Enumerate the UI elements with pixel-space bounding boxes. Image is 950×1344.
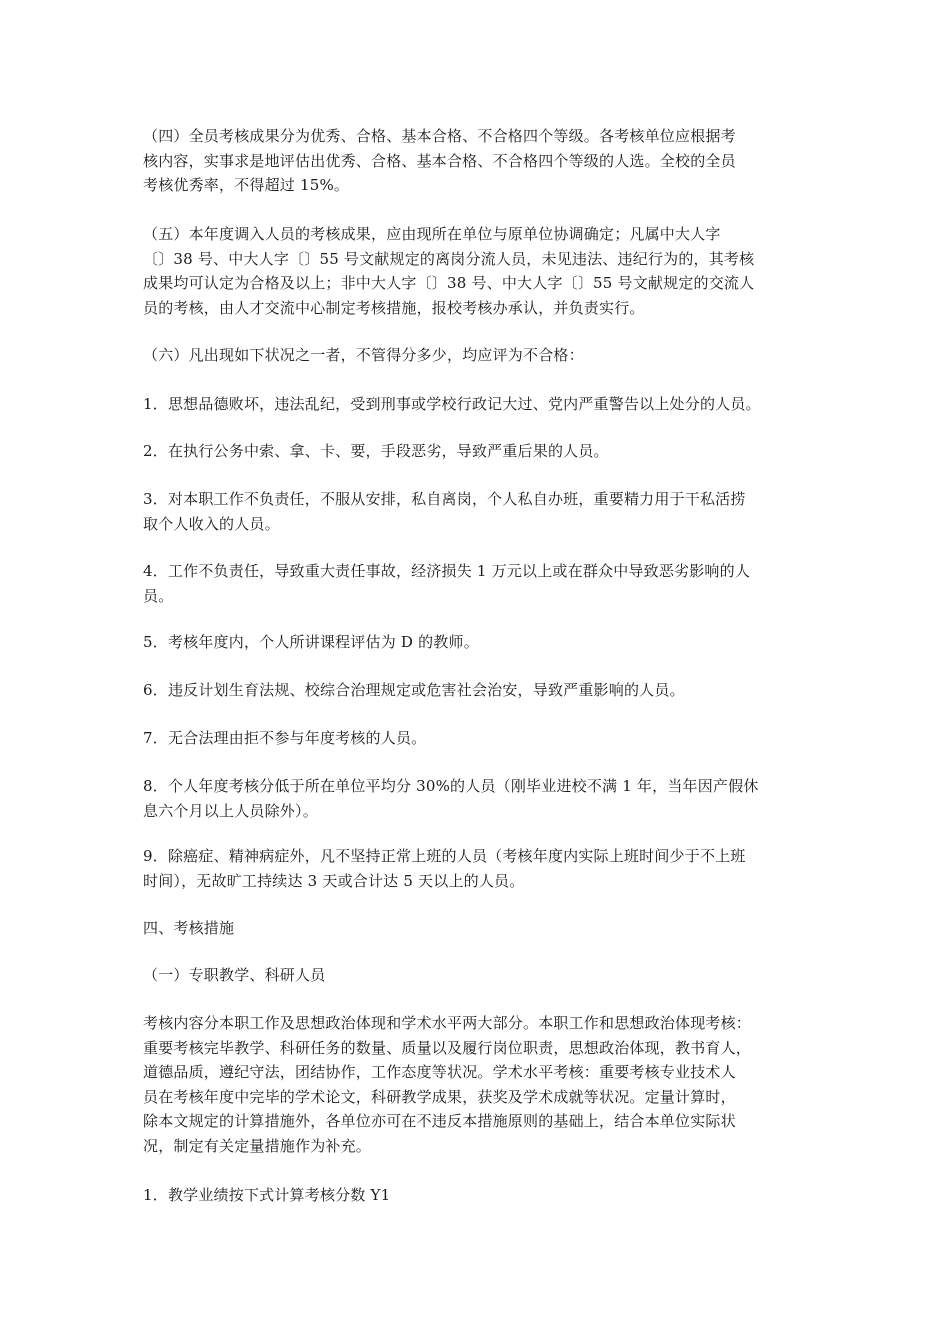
paragraph-unqualified-intro: （六）凡出现如下状况之一者，不管得分多少，均应评为不合格： [143, 346, 584, 364]
list-item-3: 3．对本职工作不负责任，不服从安排，私自离岗，个人私自办班，重要精力用于干私活捞 取个人收入的人员。 [143, 490, 746, 533]
section-heading-assessment: 四、考核措施 [143, 919, 235, 937]
paragraph-transferred-staff: （五）本年度调入人员的考核成果，应由现所在单位与原单位协调确定；凡属中大人字 〔〕38 号、中大人字〔〕55 号文献规定的离岗分流人员，未见违法、违纪行为的，其考核 成果均可认定为合格及以上；非中大人字〔〕38 号、中大人字〔〕55 号文献规定的交流人 员的考核，由人才交流中心制定考核措施，报校考核办承认，并负责实行。 [143, 225, 755, 317]
list-item-4: 4．工作不负责任，导致重大责任事故，经济损失 1 万元以上或在群众中导致恶劣影响的人 员。 [143, 562, 751, 605]
list-item-6: 6．违反计划生育法规、校综合治理规定或危害社会治安，导致严重影响的人员。 [143, 681, 685, 699]
paragraph-assessment-content: 考核内容分本职工作及思想政治体现和学术水平两大部分。本职工作和思想政治体现考核： 重要考核完毕教学、科研任务的数量、质量以及履行岗位职责，思想政治体现，教书育人， 道德品质，遵纪守法，团结协作，工作态度等状况。学术水平考核：重要考核专业技术人 员在考核年度中完毕的学术论文，科研教学成果，获奖及学术成就等状况。定量计算时， 除本文规定的计算措施外，各单位亦可在不违反本措施原则的基础上，结合本单位实际状 况，制定有关定量措施作为补充。 [143, 1014, 752, 1155]
list-item-2: 2．在执行公务中索、拿、卡、要，手段恶劣，导致严重后果的人员。 [143, 442, 609, 460]
list-item-teaching-score: 1．教学业绩按下式计算考核分数 Y1 [143, 1186, 391, 1204]
list-item-1: 1．思想品德败坏，违法乱纪，受到刑事或学校行政记大过、党内严重警告以上处分的人员。 [143, 395, 761, 413]
list-item-7: 7．无合法理由拒不参与年度考核的人员。 [143, 729, 427, 747]
list-item-9: 9．除癌症、精神病症外，凡不坚持正常上班的人员（考核年度内实际上班时间少于不上班 时间），无故旷工持续达 3 天或合计达 5 天以上的人员。 [143, 847, 746, 890]
list-item-8: 8．个人年度考核分低于所在单位平均分 30%的人员（刚毕业进校不满 1 年，当年因产假休 息六个月以上人员除外）。 [143, 777, 759, 820]
paragraph-grading-levels: （四）全员考核成果分为优秀、合格、基本合格、不合格四个等级。各考核单位应根据考 核内容，实事求是地评估出优秀、合格、基本合格、不合格四个等级的人选。全校的全员 考核优秀率，不得超过 15%。 [143, 127, 736, 194]
subsection-heading-teaching: （一）专职教学、科研人员 [143, 966, 326, 984]
list-item-5: 5．考核年度内，个人所讲课程评估为 D 的教师。 [143, 633, 479, 651]
